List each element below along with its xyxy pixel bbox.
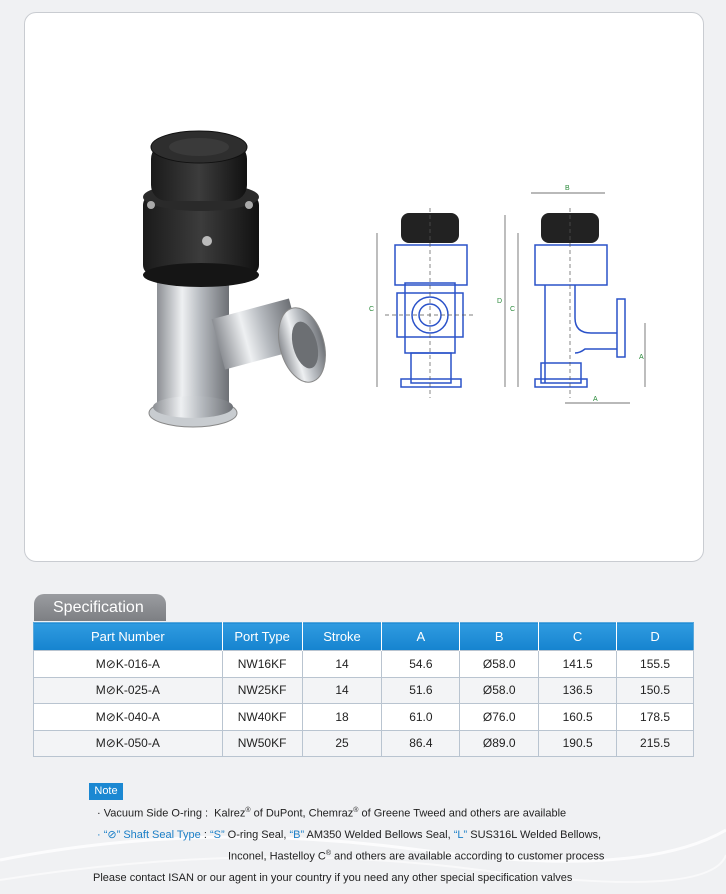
dim-label-c-front: C [369, 306, 375, 313]
product-image-card [24, 12, 704, 562]
column-header-part-number: Part Number [34, 623, 223, 651]
note-line-vacuum-side: · Vacuum Side O-ring : Kalrez® of DuPont, Chemraz® of Greene Tweed and others are available [97, 807, 567, 820]
cell-c: 141.5 [539, 651, 617, 678]
cell-port-type: NW16KF [222, 651, 302, 678]
column-header-d: D [617, 623, 694, 651]
cell-part-number: M⊘K-050-A [34, 730, 223, 757]
column-header-c: C [539, 623, 617, 651]
cell-a: 86.4 [382, 730, 460, 757]
cell-a: 61.0 [382, 704, 460, 731]
cell-stroke: 18 [302, 704, 382, 731]
dim-label-b: B [565, 185, 570, 192]
table-header-row [34, 623, 694, 651]
cell-b: Ø58.0 [460, 677, 539, 704]
cell-stroke: 14 [302, 651, 382, 678]
column-header-port-type: Port Type [222, 623, 302, 651]
cell-port-type: NW40KF [222, 704, 302, 731]
cell-c: 160.5 [539, 704, 617, 731]
specification-tab: Specification [34, 594, 166, 621]
valve-photo [117, 113, 347, 453]
note-line-inconel: Inconel, Hastelloy C® and others are available according to customer process [228, 850, 605, 863]
cell-stroke: 14 [302, 677, 382, 704]
dim-label-d: D [497, 298, 503, 305]
column-header-stroke: Stroke [302, 623, 382, 651]
table-row [34, 704, 694, 731]
specification-table [33, 622, 694, 757]
note-badge: Note [89, 783, 123, 800]
dim-label-a-bottom: A [593, 396, 598, 403]
cell-part-number: M⊘K-040-A [34, 704, 223, 731]
cell-d: 155.5 [617, 651, 694, 678]
cell-a: 51.6 [382, 677, 460, 704]
cell-b: Ø89.0 [460, 730, 539, 757]
cell-b: Ø76.0 [460, 704, 539, 731]
note-line-contact: Please contact ISAN or our agent in your country if you need any other special specification valves [93, 872, 573, 884]
table-row [34, 677, 694, 704]
cell-part-number: M⊘K-016-A [34, 651, 223, 678]
dim-label-c-side: C [510, 306, 516, 313]
cell-a: 54.6 [382, 651, 460, 678]
note-line-shaft-seal: · “⊘” Shaft Seal Type : “S” O-ring Seal, “B” AM350 Welded Bellows Seal, “L” SUS316L Welded Bellows, [97, 829, 602, 841]
technical-drawing [355, 173, 665, 423]
column-header-b: B [460, 623, 539, 651]
cell-port-type: NW50KF [222, 730, 302, 757]
table-row [34, 730, 694, 757]
cell-c: 136.5 [539, 677, 617, 704]
cell-d: 215.5 [617, 730, 694, 757]
column-header-a: A [382, 623, 460, 651]
cell-stroke: 25 [302, 730, 382, 757]
cell-d: 150.5 [617, 677, 694, 704]
cell-part-number: M⊘K-025-A [34, 677, 223, 704]
cell-b: Ø58.0 [460, 651, 539, 678]
dim-label-a-side: A [639, 354, 644, 361]
cell-port-type: NW25KF [222, 677, 302, 704]
cell-c: 190.5 [539, 730, 617, 757]
table-row [34, 651, 694, 678]
cell-d: 178.5 [617, 704, 694, 731]
